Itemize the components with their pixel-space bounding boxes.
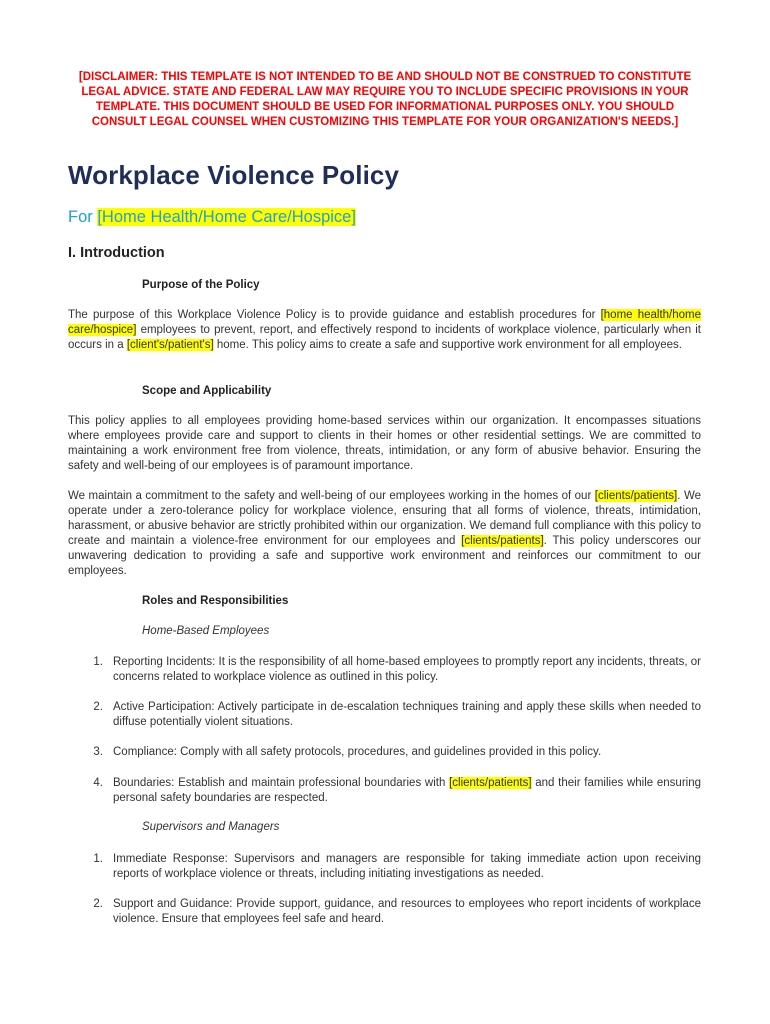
- heading-roles: Roles and Responsibilities: [142, 595, 289, 607]
- disclaimer: [DISCLAIMER: THIS TEMPLATE IS NOT INTENDED TO BE AND SHOULD NOT BE CONSTRUED TO CONSTITUTE LEGAL ADVICE. STATE AND FEDERAL LAW MAY REQUIRE YOU TO INCLUDE SPECIFIC PROVISIONS IN YOUR TEMPLATE. THIS DOCUMENT SHOULD BE USED FOR INFORMATIONAL PURPOSES ONLY. YOU SHOULD CONSULT LEGAL COUNSEL WHEN CUSTOMIZING THIS TEMPLATE FOR YOUR ORGANIZATION'S NEEDS.]: [78, 71, 692, 128]
- list-item: [88, 852, 701, 882]
- purpose-text-c: home. This policy aims to create a safe and supportive work environment for all employees.: [213, 339, 682, 351]
- list-item: [88, 655, 701, 685]
- list-text: Compliance: Comply with all safety protocols, procedures, and guidelines provided in this policy.: [113, 746, 602, 758]
- placeholder-clients-patients: [clients/patients]: [594, 490, 678, 502]
- scope2-text-a: We maintain a commitment to the safety and well-being of our employees working in the homes of our: [68, 490, 595, 502]
- list-text: Immediate Response: Supervisors and managers are responsible for taking immediate action upon receiving reports of workplace violence or threats, including initiating investigations as needed.: [113, 853, 701, 880]
- heading-supervisors-managers: Supervisors and Managers: [142, 821, 280, 833]
- list-item: [88, 897, 701, 927]
- list-item: [88, 745, 701, 760]
- placeholder-client-patient: [client's/patient's]: [126, 339, 214, 351]
- list-item: [88, 776, 701, 806]
- paragraph-scope-1: This policy applies to all employees providing home-based services within our organization. It encompasses situations where employees provide care and support to clients in their homes or other residential settings. We are committed to maintaining a work environment free from violence, threats, intimidation, or any form of abusive behavior. Ensuring the safety and well-being of our employees is of paramount importance.: [68, 415, 701, 472]
- boundaries-text-b: and their families while ensuring personal safety boundaries are respected.: [113, 777, 701, 804]
- section-heading-introduction: I. Introduction: [68, 245, 165, 261]
- placeholder-clients-patients: [clients/patients]: [449, 777, 532, 789]
- boundaries-text-a: Boundaries: Establish and maintain professional boundaries with: [113, 777, 450, 789]
- list-number: 1.: [93, 656, 103, 668]
- list-number: 1.: [93, 853, 103, 865]
- subtitle: [68, 208, 356, 227]
- placeholder-clients-patients: [clients/patients]: [461, 535, 544, 547]
- purpose-text-a: The purpose of this Workplace Violence Policy is to provide guidance and establish procedures for: [68, 309, 601, 321]
- page-title: Workplace Violence Policy: [68, 160, 400, 190]
- list-number: 4.: [93, 777, 103, 789]
- paragraph-purpose: [68, 308, 701, 353]
- list-number: 2.: [93, 701, 103, 713]
- list-item: [88, 700, 701, 730]
- list-text: [113, 776, 701, 806]
- heading-scope: Scope and Applicability: [142, 385, 272, 397]
- subtitle-placeholder: [Home Health/Home Care/Hospice]: [97, 208, 356, 226]
- list-text: Reporting Incidents: It is the responsibility of all home-based employees to promptly report any incidents, threats, or concerns related to workplace violence as outlined in this policy.: [113, 656, 701, 683]
- scope2-text-b: . We operate under a zero-tolerance policy for workplace violence, ensuring that all forms of violence, threats, intimidation, harassment, or abusive behavior are strictly prohibited within our organization. We demand full compliance with this policy to create and maintain a violence-free environment for our employees and: [68, 490, 701, 547]
- list-text: Active Participation: Actively participate in de-escalation techniques training and apply these skills when needed to diffuse potentially violent situations.: [113, 701, 701, 728]
- scope2-text-c: . This policy underscores our unwavering dedication to providing a safe and supportive work environment and reinforces our commitment to our employees.: [68, 535, 701, 577]
- placeholder-home-health: [home health/home care/hospice]: [68, 309, 701, 336]
- heading-home-based-employees: Home-Based Employees: [142, 625, 270, 637]
- list-number: 3.: [93, 746, 103, 758]
- purpose-text-b: employees to prevent, report, and effectively respond to incidents of workplace violence, particularly when it occurs in a: [68, 324, 701, 351]
- subtitle-prefix: For: [68, 208, 98, 226]
- list-text: Support and Guidance: Provide support, guidance, and resources to employees who report incidents of workplace violence. Ensure that employees feel safe and heard.: [113, 898, 701, 925]
- paragraph-scope-2: [68, 489, 701, 579]
- heading-purpose: Purpose of the Policy: [142, 279, 260, 291]
- list-number: 2.: [93, 898, 103, 910]
